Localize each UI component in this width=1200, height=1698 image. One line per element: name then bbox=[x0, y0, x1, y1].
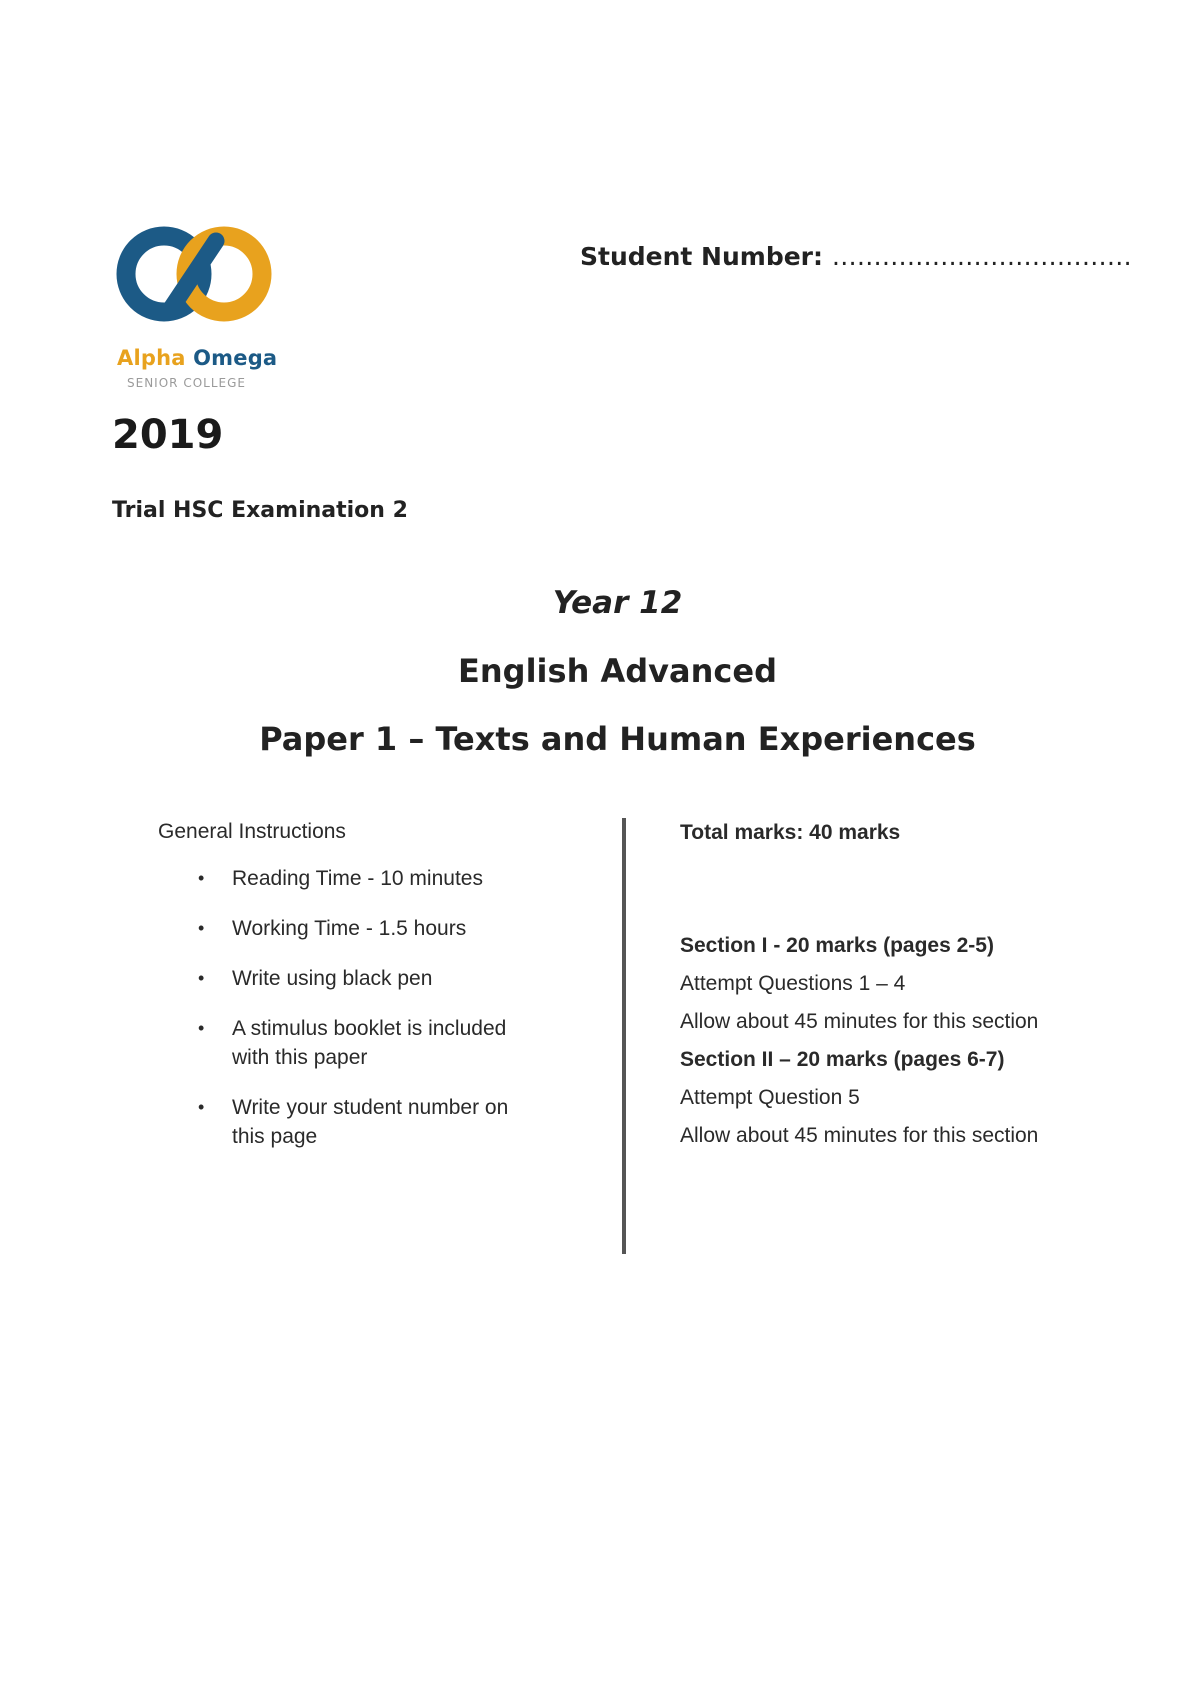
marks-summary bbox=[680, 821, 1160, 1155]
section-2-time: Allow about 45 minutes for this section bbox=[680, 1124, 1039, 1147]
student-number-label: Student Number: bbox=[580, 242, 824, 271]
exam-name: Trial HSC Examination 2 bbox=[112, 498, 408, 523]
paper-title: Paper 1 – Texts and Human Experiences bbox=[259, 720, 976, 758]
exam-year: 2019 bbox=[112, 412, 224, 458]
instructions-heading: General Instructions bbox=[158, 820, 346, 843]
instructions-list bbox=[158, 864, 598, 1151]
instruction-item: • Write your student number on this page bbox=[198, 1093, 598, 1151]
logo-subtitle: SENIOR COLLEGE bbox=[127, 376, 246, 390]
infinity-logo-icon bbox=[112, 222, 277, 332]
total-marks: Total marks: 40 marks bbox=[680, 821, 901, 844]
section-2-heading: Section II – 20 marks (pages 6-7) bbox=[680, 1048, 1005, 1071]
instruction-item: • Working Time - 1.5 hours bbox=[198, 914, 598, 943]
general-instructions bbox=[158, 820, 598, 1172]
student-number-field bbox=[580, 242, 1132, 271]
section-1-heading: Section I - 20 marks (pages 2-5) bbox=[680, 934, 994, 957]
subject-title: English Advanced bbox=[458, 652, 777, 690]
column-divider bbox=[622, 818, 626, 1254]
section-1-time: Allow about 45 minutes for this section bbox=[680, 1010, 1039, 1033]
school-logo bbox=[112, 222, 282, 390]
instruction-item: • Reading Time - 10 minutes bbox=[198, 864, 598, 893]
logo-wordmark: Alpha Omega bbox=[117, 346, 278, 370]
year-level-title: Year 12 bbox=[552, 585, 683, 621]
section-2-attempt: Attempt Question 5 bbox=[680, 1086, 860, 1109]
instruction-item: • A stimulus booklet is included with this paper bbox=[198, 1014, 598, 1072]
section-1-attempt: Attempt Questions 1 – 4 bbox=[680, 972, 906, 995]
student-number-blank: ……………………………… bbox=[831, 242, 1132, 271]
instruction-item: • Write using black pen bbox=[198, 964, 598, 993]
